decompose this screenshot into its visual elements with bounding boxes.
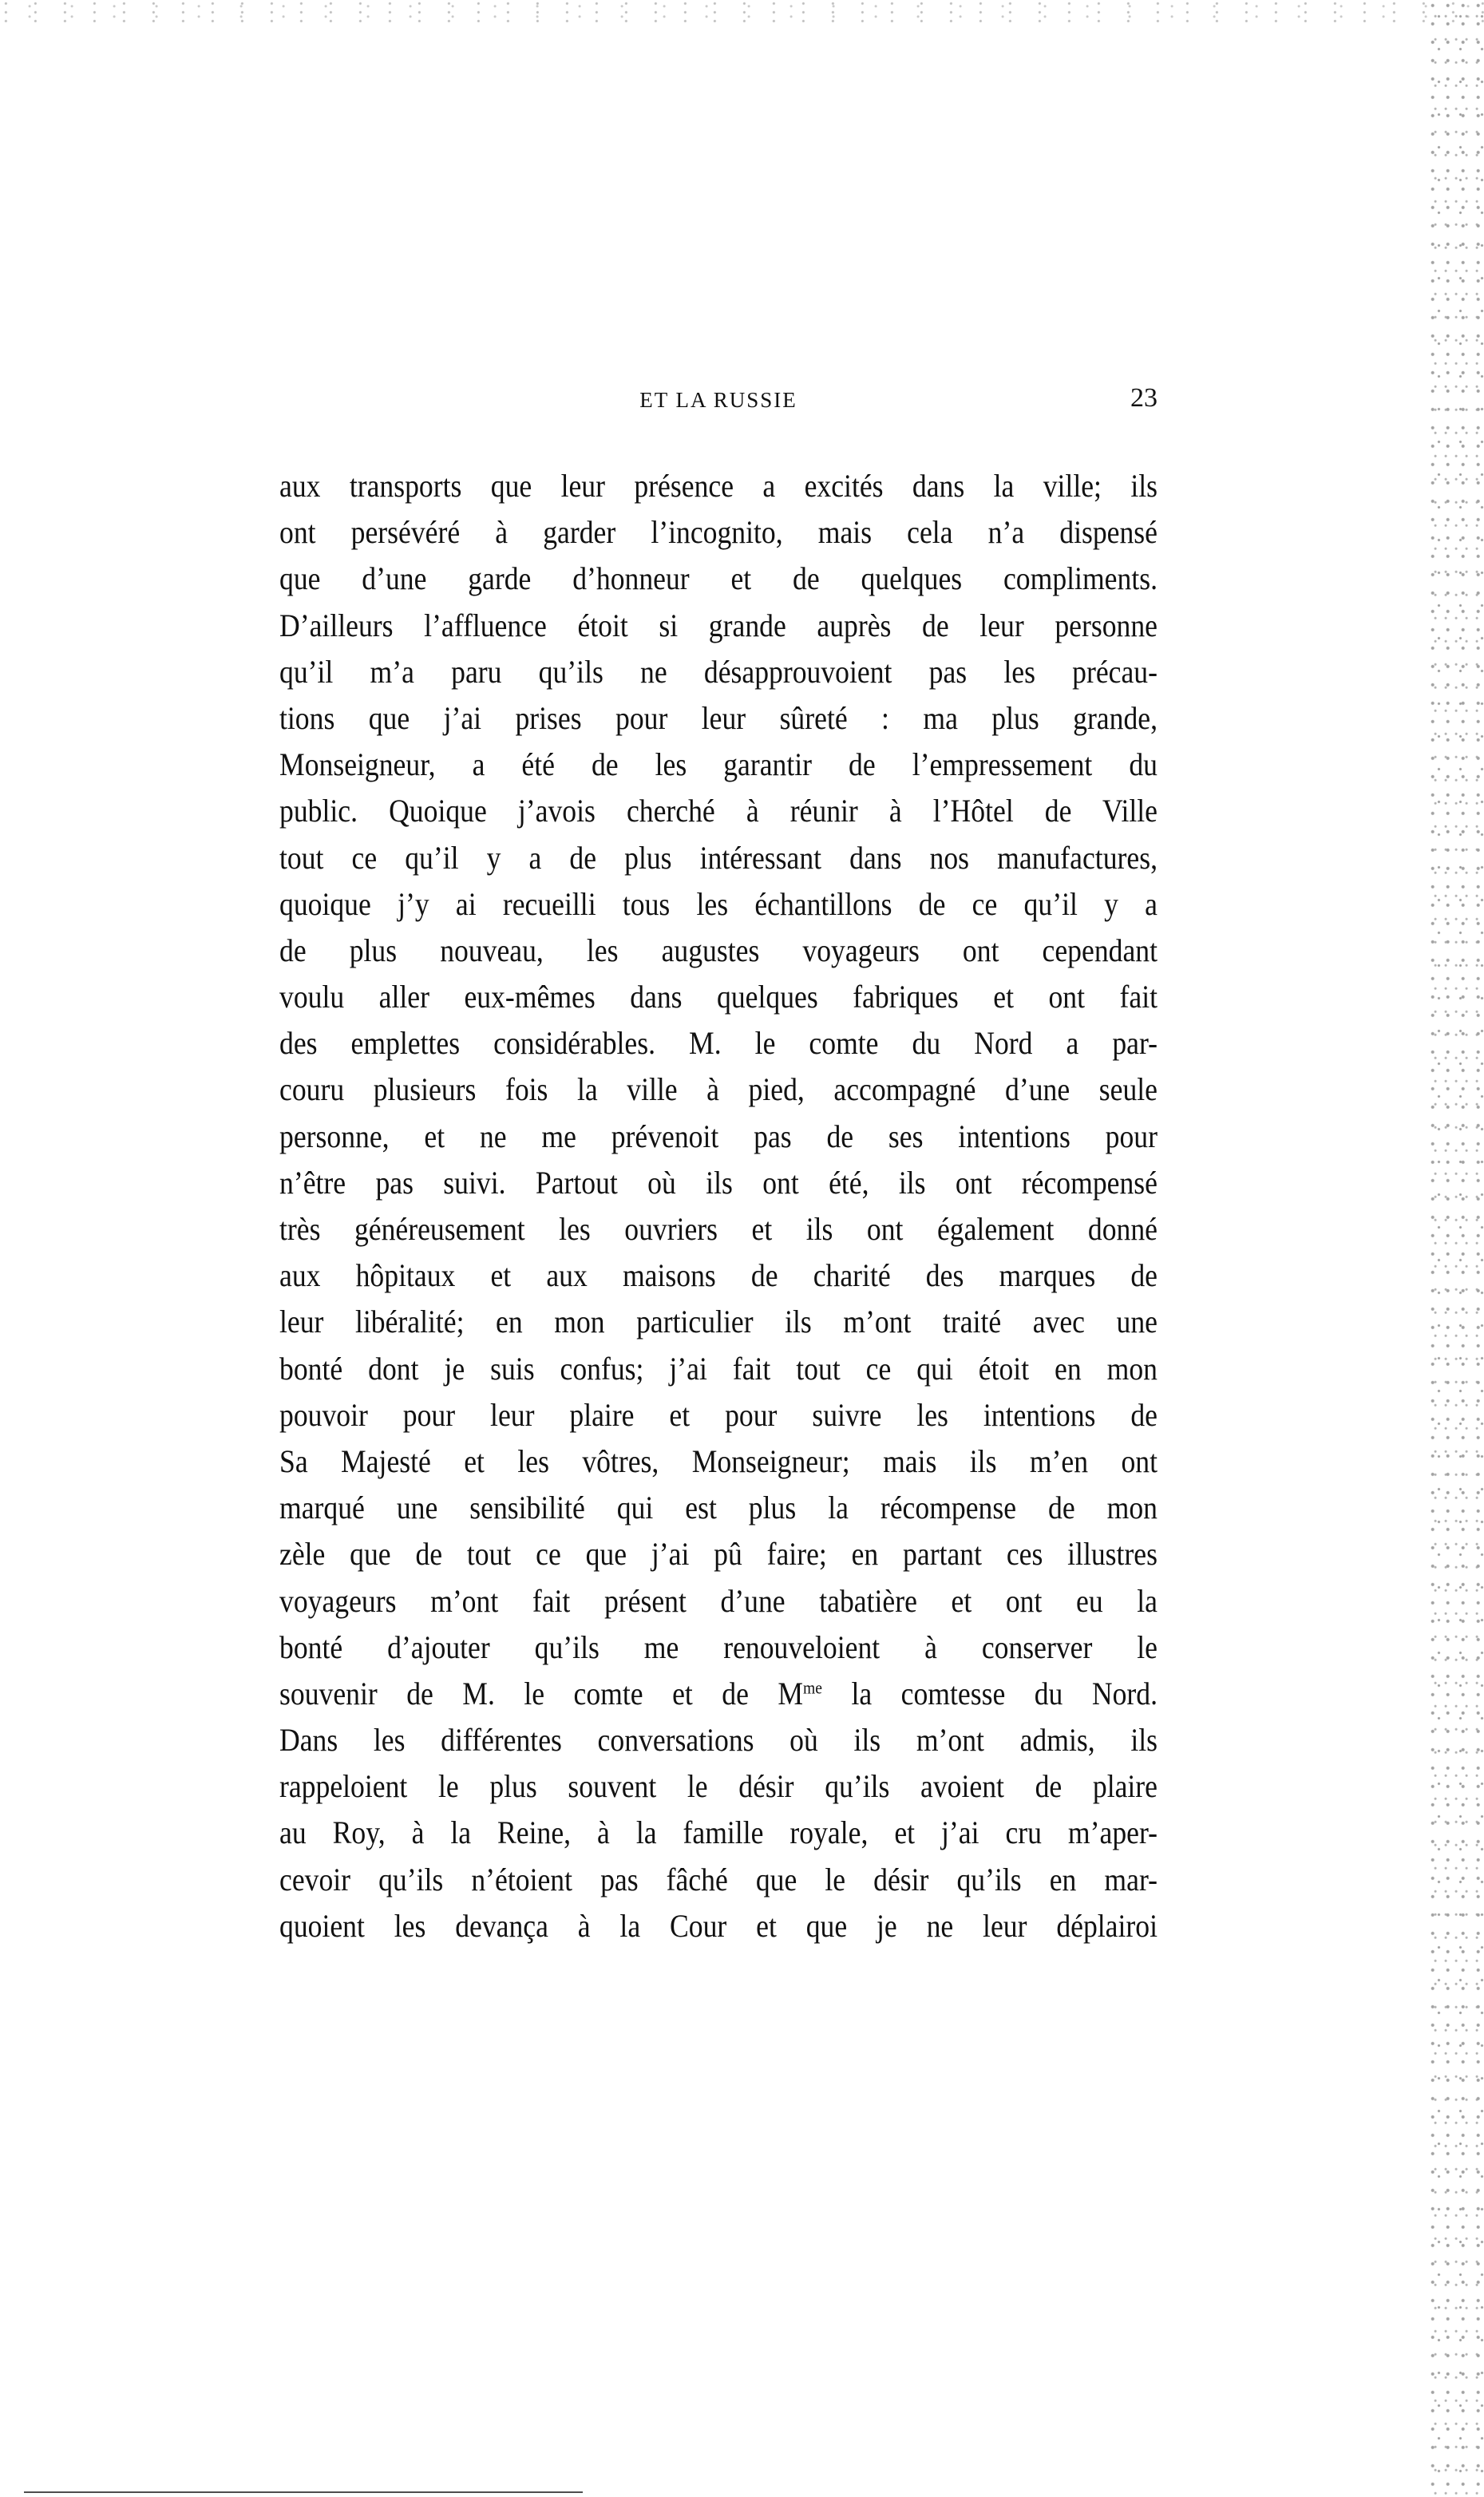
text-line: n’être pas suivi. Partout où ils ont été, ils ont récompensé	[279, 1164, 1158, 1201]
text-line: Dans les différentes conversations où ils m’ont admis, ils	[279, 1722, 1158, 1759]
running-title: ET LA RUSSIE	[639, 388, 797, 412]
text-line: tions que j’ai prises pour leur sûreté : ma plus grande,	[279, 699, 1158, 736]
book-page	[279, 382, 1158, 1949]
text-line: bonté d’ajouter qu’ils me renouveloient à conserver le	[279, 1628, 1158, 1665]
body-text	[279, 463, 1158, 1949]
text-line: leur libéralité; en mon particulier ils m’ont traité avec une	[279, 1304, 1158, 1340]
text-line: marqué une sensibilité qui est plus la récompense de mon	[279, 1490, 1158, 1526]
text-line-with-superscript	[279, 1671, 1158, 1717]
text-line: D’ailleurs l’affluence étoit si grande auprès de leur personne	[279, 607, 1158, 643]
text-segment: la comtesse du Nord.	[821, 1675, 1158, 1711]
text-line: aux transports que leur présence a excités dans la ville; ils	[279, 468, 1158, 504]
text-line: couru plusieurs fois la ville à pied, accompagné d’une seule	[279, 1071, 1158, 1108]
scan-noise-right-edge	[1428, 0, 1484, 2497]
text-segment: souvenir de M. le comte et de M	[279, 1675, 804, 1711]
text-line: de plus nouveau, les augustes voyageurs ont cependant	[279, 932, 1158, 968]
text-line: des emplettes considérables. M. le comte du Nord a par-	[279, 1025, 1158, 1062]
text-line: pouvoir pour leur plaire et pour suivre les intentions de	[279, 1396, 1158, 1433]
text-line: que d’une garde d’honneur et de quelques compliments.	[279, 560, 1158, 597]
text-line: voulu aller eux-mêmes dans quelques fabriques et ont fait	[279, 979, 1158, 1015]
text-line: ont persévéré à garder l’incognito, mais cela n’a dispensé	[279, 514, 1158, 551]
scan-bottom-edge-line	[24, 2491, 583, 2493]
scan-noise-top	[0, 0, 1484, 22]
text-line: au Roy, à la Reine, à la famille royale, et j’ai cru m’aper-	[279, 1814, 1158, 1851]
text-line: très généreusement les ouvriers et ils ont également donné	[279, 1211, 1158, 1247]
text-line: Monseigneur, a été de les garantir de l’empressement du	[279, 746, 1158, 783]
page-number: 23	[1130, 383, 1158, 413]
text-line: tout ce qu’il y a de plus intéressant dans nos manufactures,	[279, 839, 1158, 876]
text-line: zèle que de tout ce que j’ai pû faire; en partant ces illustres	[279, 1536, 1158, 1573]
text-line: rappeloient le plus souvent le désir qu’ils avoient de plaire	[279, 1768, 1158, 1805]
text-line: Sa Majesté et les vôtres, Monseigneur; mais ils m’en ont	[279, 1442, 1158, 1479]
text-line: bonté dont je suis confus; j’ai fait tout ce qui étoit en mon	[279, 1350, 1158, 1387]
text-line: quoient les devança à la Cour et que je ne leur déplairoi	[279, 1907, 1158, 1944]
text-line: public. Quoique j’avois cherché à réunir à l’Hôtel de Ville	[279, 793, 1158, 829]
superscript-abbreviation: me	[803, 1677, 822, 1698]
text-line: qu’il m’a paru qu’ils ne désapprouvoient pas les précau-	[279, 653, 1158, 690]
running-head	[279, 382, 1158, 429]
text-line: voyageurs m’ont fait présent d’une tabatière et ont eu la	[279, 1582, 1158, 1619]
text-line: cevoir qu’ils n’étoient pas fâché que le désir qu’ils en mar-	[279, 1861, 1158, 1897]
text-line: quoique j’y ai recueilli tous les échantillons de ce qu’il y a	[279, 885, 1158, 922]
text-line: personne, et ne me prévenoit pas de ses intentions pour	[279, 1118, 1158, 1154]
text-line: aux hôpitaux et aux maisons de charité des marques de	[279, 1257, 1158, 1294]
